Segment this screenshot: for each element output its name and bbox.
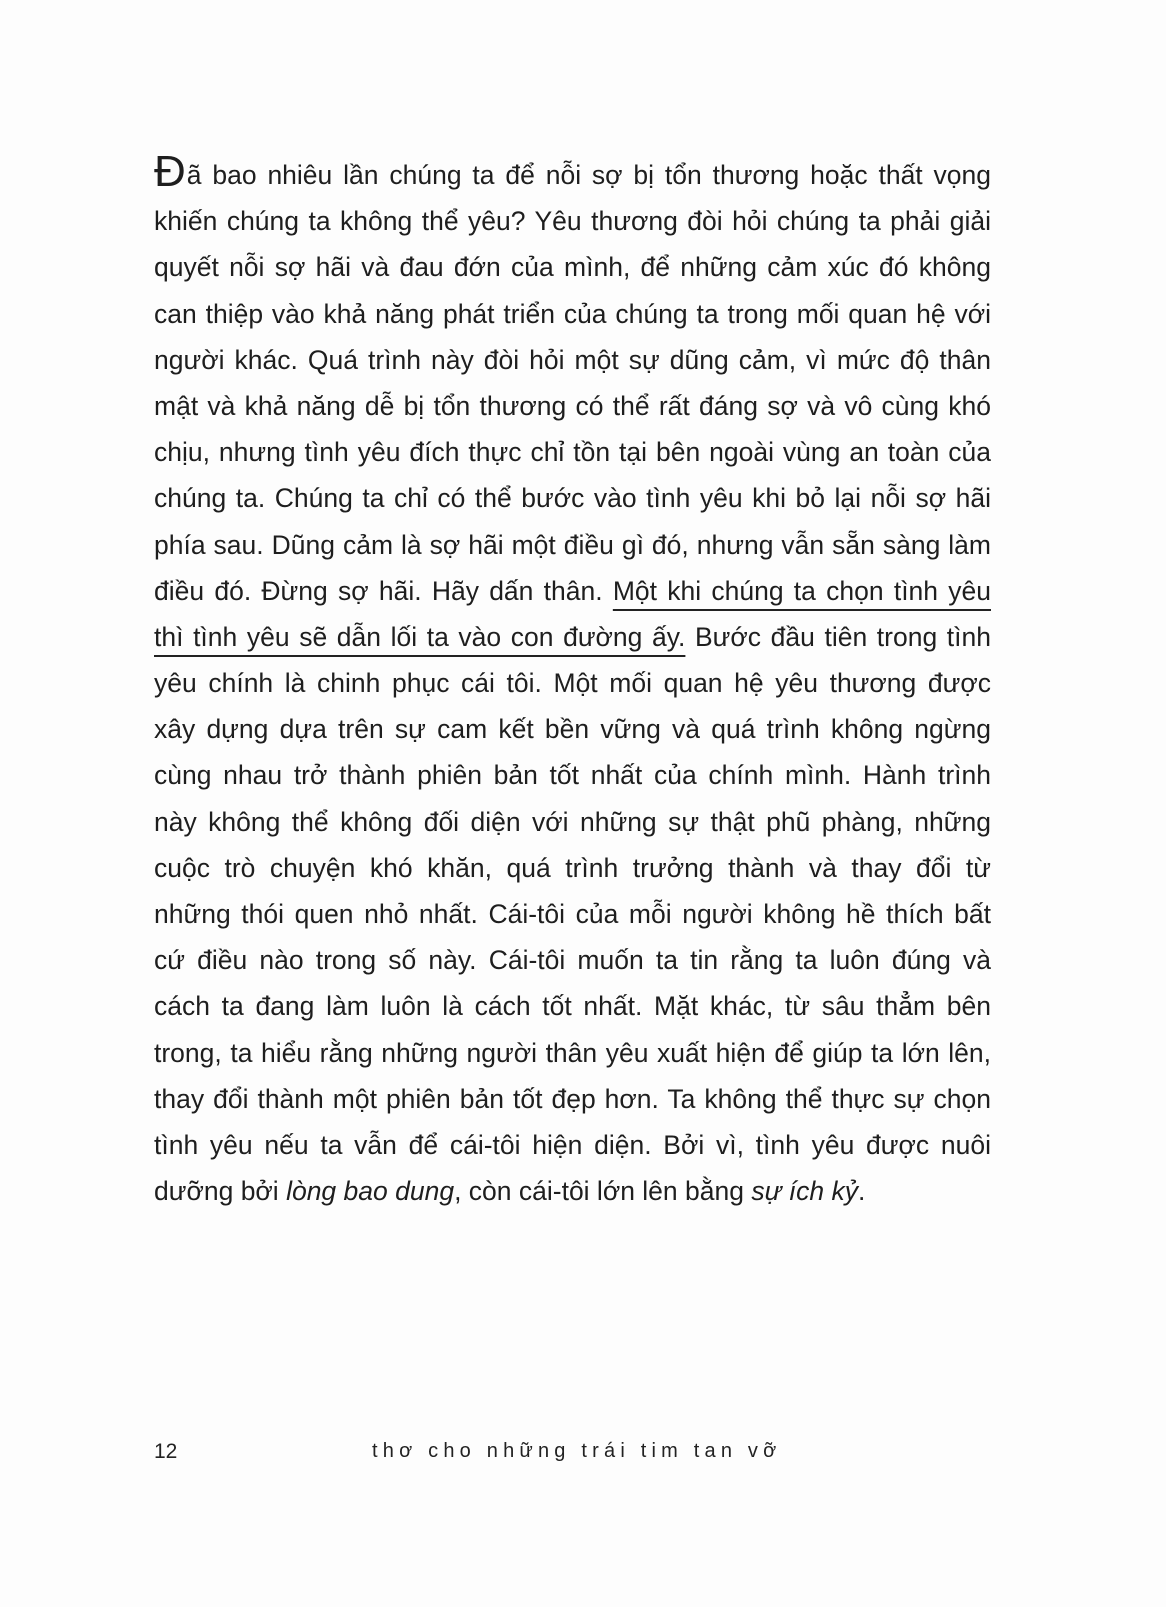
italic-text: lòng bao dung: [286, 1176, 455, 1207]
text-line: [154, 291, 991, 337]
text-segment: cách ta đang làm luôn là cách tốt nhất. Mặt khác, từ sâu thẳm bên: [154, 991, 991, 1022]
text-line: [154, 983, 991, 1029]
text-line: [154, 383, 991, 429]
text-line: [154, 937, 991, 983]
text-segment: tình yêu nếu ta vẫn để cái-tôi hiện diện. Bởi vì, tình yêu được nuôi: [154, 1129, 991, 1160]
text-segment: chúng ta. Chúng ta chỉ có thể bước vào tình yêu khi bỏ lại nỗi sợ hãi: [154, 483, 991, 514]
text-segment: quyết nỗi sợ hãi và đau đớn của mình, để những cảm xúc đó không: [154, 252, 991, 283]
text-segment: cứ điều nào trong số này. Cái-tôi muốn ta tin rằng ta luôn đúng và: [154, 945, 991, 976]
text-segment: khiến chúng ta không thể yêu? Yêu thương đòi hỏi chúng ta phải giải: [154, 206, 991, 237]
text-segment: .: [857, 1176, 866, 1207]
underlined-text: thì tình yêu sẽ dẫn lối ta vào con đường ấy.: [154, 621, 686, 652]
text-segment: can thiệp vào khả năng phát triển của chúng ta trong mối quan hệ với: [154, 298, 991, 329]
text-line: [154, 845, 991, 891]
text-line: [154, 1030, 991, 1076]
text-line: [154, 1168, 991, 1214]
text-segment: ã bao nhiêu lần chúng ta để nỗi sợ bị tổn thương hoặc thất vọng: [186, 160, 991, 190]
text-segment: thay đổi thành một phiên bản tốt đẹp hơn. Ta không thể thực sự chọn: [154, 1083, 991, 1114]
body-paragraph: [154, 147, 992, 1214]
text-line: [154, 706, 991, 752]
text-line: [154, 475, 991, 521]
text-segment: dưỡng bởi: [154, 1176, 287, 1207]
text-segment: trong, ta hiểu rằng những người thân yêu xuất hiện để giúp ta lớn lên,: [154, 1037, 991, 1068]
text-segment: những thói quen nhỏ nhất. Cái-tôi của mỗi người không hề thích bất: [154, 899, 991, 929]
text-segment: cùng nhau trở thành phiên bản tốt nhất của chính mình. Hành trình: [154, 760, 991, 791]
text-line: [154, 1076, 991, 1122]
italic-text: sự ích kỷ: [751, 1176, 858, 1207]
text-line: [154, 891, 991, 937]
text-line: [154, 244, 991, 290]
text-line: [154, 337, 991, 383]
text-line: [154, 799, 991, 845]
text-line: [154, 568, 991, 614]
text-segment: Bước đầu tiên trong tình: [685, 621, 992, 652]
drop-cap: Đ: [154, 147, 186, 196]
text-line: [154, 429, 991, 475]
text-segment: chịu, nhưng tình yêu đích thực chỉ tồn tại bên ngoài vùng an toàn của: [154, 437, 991, 468]
text-segment: yêu chính là chinh phục cái tôi. Một mối quan hệ yêu thương được: [154, 668, 991, 699]
text-segment: này không thể không đối diện với những sự thật phũ phàng, những: [154, 806, 991, 837]
text-line: [154, 752, 991, 798]
text-segment: phía sau. Dũng cảm là sợ hãi một điều gì đó, nhưng vẫn sẵn sàng làm: [154, 529, 991, 560]
text-segment: cuộc trò chuyện khó khăn, quá trình trưởng thành và thay đổi từ: [154, 852, 991, 883]
text-line: [154, 1122, 991, 1168]
text-line: [154, 614, 991, 660]
text-segment: xây dựng dựa trên sự cam kết bền vững và quá trình không ngừng: [154, 714, 991, 745]
text-segment: , còn cái-tôi lớn lên bằng: [454, 1176, 752, 1207]
text-line: [154, 198, 991, 244]
page-number: 12: [154, 1440, 178, 1463]
underlined-text: Một khi chúng ta chọn tình yêu: [612, 575, 991, 606]
text-segment: điều đó. Đừng sợ hãi. Hãy dấn thân.: [154, 575, 613, 606]
text-line: [154, 147, 991, 198]
text-segment: mật và khả năng dễ bị tổn thương có thể rất đáng sợ và vô cùng khó: [154, 390, 991, 421]
running-title: thơ cho những trái tim tan vỡ: [372, 1440, 782, 1462]
text-line: [154, 660, 991, 706]
text-line: [154, 522, 991, 568]
text-segment: người khác. Quá trình này đòi hỏi một sự dũng cảm, vì mức độ thân: [154, 344, 991, 375]
